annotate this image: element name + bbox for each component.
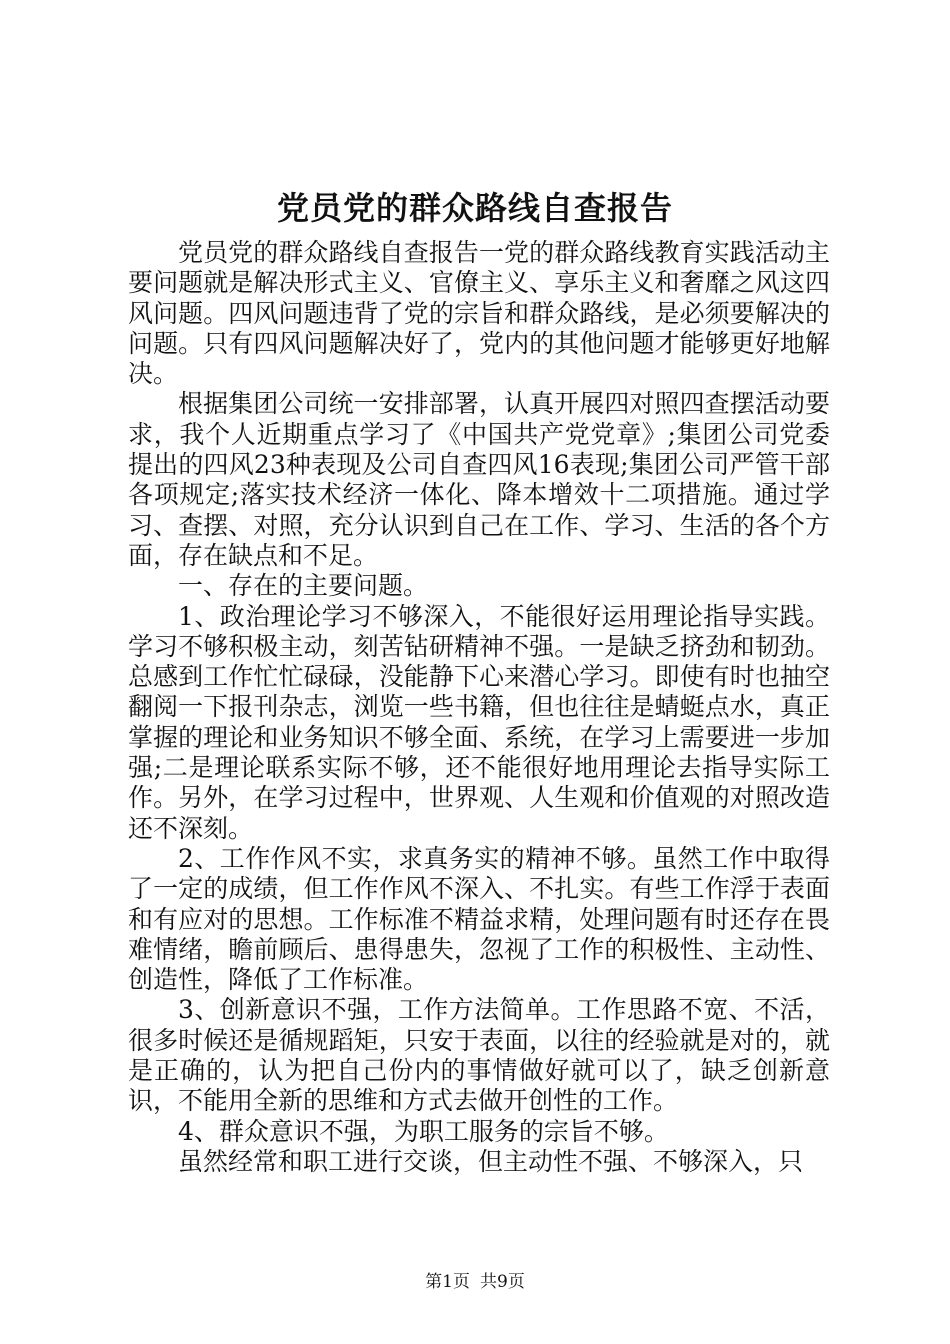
paragraph-problem-4: 4、群众意识不强，为职工服务的宗旨不够。 — [178, 1116, 669, 1146]
paragraph-intro: 党员党的群众路线自查报告一党的群众路线教育实践活动主要问题就是解决形式主义、官僚主义、享乐主义和奢靡之风这四风问题。四风问题违背了党的宗旨和群众路线，是必须要解决的问题。只有四风问题解决好了，党内的其他问题才能够更好地解决。 — [128, 238, 830, 389]
page-footer — [0, 1270, 950, 1294]
paragraph-problem-2: 2、工作作风不实，求真务实的精神不够。虽然工作中取得了一定的成绩，但工作作风不深入、不扎实。有些工作浮于表面和有应对的思想。工作标准不精益求精，处理问题有时还存在畏难情绪，瞻前顾后、患得患失，忽视了工作的积极性、主动性、创造性，降低了工作标准。 — [128, 843, 830, 995]
paragraph-study: 根据集团公司统一安排部署，认真开展四对照四查摆活动要求，我个人近期重点学习了《中国共产党党章》;集团公司党委提出的四风23种表现及公司自查四风16表现;集团公司严管干部各项规定;落实技术经济一体化、降本增效十二项措施。通过学习、查摆、对照，充分认识到自己在工作、学习、生活的各个方面，存在缺点和不足。 — [128, 389, 830, 570]
paragraph-problem-4-detail: 虽然经常和职工进行交谈，但主动性不强、不够深入，只 — [178, 1146, 804, 1176]
page-number: 第1页 — [425, 1272, 470, 1292]
document-body — [128, 238, 830, 1177]
document-title: 党员党的群众路线自查报告 — [276, 189, 673, 227]
section-heading-problems: 一、存在的主要问题。 — [178, 571, 429, 601]
paragraph-problem-1: 1、政治理论学习不够深入，不能很好运用理论指导实践。学习不够积极主动，刻苦钻研精神不强。一是缺乏挤劲和韧劲。总感到工作忙忙碌碌，没能静下心来潜心学习。即使有时也抽空翻阅一下报刊杂志，浏览一些书籍，但也往往是蜻蜓点水，真正掌握的理论和业务知识不够全面、系统，在学习上需要进一步加强;二是理论联系实际不够，还不能很好地用理论去指导实际工作。另外，在学习过程中，世界观、人生观和价值观的对照改造还不深刻。 — [128, 601, 830, 843]
paragraph-problem-3: 3、创新意识不强，工作方法简单。工作思路不宽、不活，很多时候还是循规蹈矩，只安于表面，以往的经验就是对的，就是正确的，认为把自己份内的事情做好就可以了，缺乏创新意识，不能用全新的思维和方式去做开创性的工作。 — [128, 995, 830, 1116]
page-total: 共9页 — [480, 1272, 525, 1292]
